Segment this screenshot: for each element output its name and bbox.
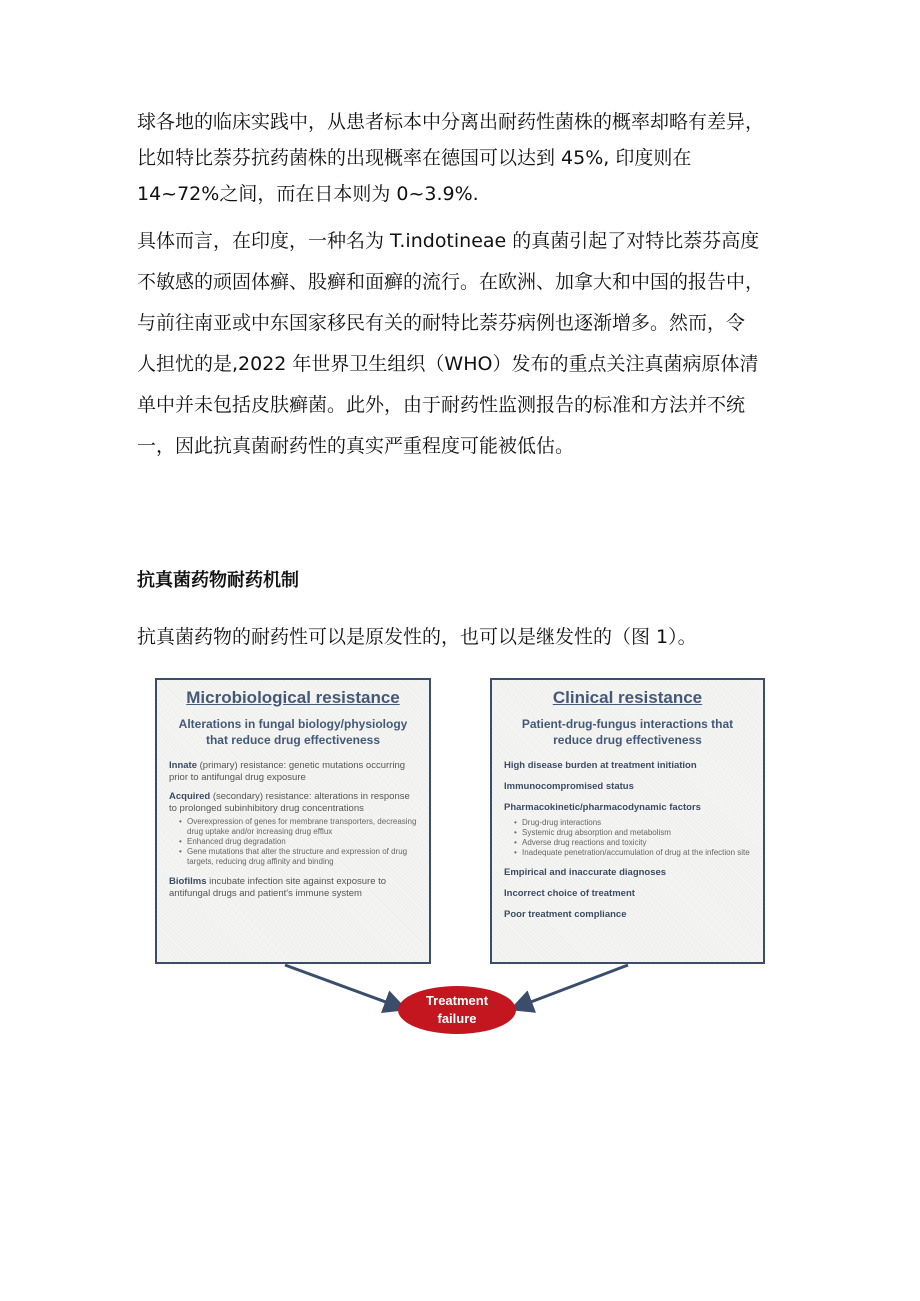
bullet-item: • Overexpression of genes for membrane transporters, decreasing drug uptake and/or increasing drug efflux xyxy=(179,817,417,837)
factor-line: Poor treatment compliance xyxy=(504,909,627,920)
box-subtitle: Alterations in fungal biology/physiology that reduce drug effectiveness xyxy=(178,717,408,747)
box-title: Microbiological resistance xyxy=(186,688,400,707)
box-subtitle: Patient-drug-fungus interactions that reduce drug effectiveness xyxy=(521,717,734,747)
item-text: (secondary) resistance: alterations in response to prolonged subinhibitory drug concentrations xyxy=(169,791,410,814)
text-line: 与前往南亚或中东国家移民有关的耐特比萘芬病例也逐渐增多。然而，令 xyxy=(137,312,746,334)
text-line: 比如特比萘芬抗药菌株的出现概率在德国可以达到 45%, 印度则在 xyxy=(137,147,692,169)
paragraph-2 xyxy=(137,221,797,467)
section-heading: 抗真菌药物耐药机制 xyxy=(137,570,299,591)
factor-line: Immunocompromised status xyxy=(504,781,634,792)
biofilms-item xyxy=(169,876,417,900)
paragraph-1 xyxy=(137,104,797,212)
left-arrow xyxy=(285,965,402,1008)
innate-item xyxy=(169,760,417,784)
bullet-item: • Drug-drug interactions xyxy=(514,818,751,828)
box-title: Clinical resistance xyxy=(552,688,703,707)
outcome-label-line: Treatment xyxy=(425,993,489,1008)
bullet-item: • Enhanced drug degradation xyxy=(179,837,417,847)
bullet-item: • Gene mutations that alter the structure and expression of drug targets, reducing drug affinity and binding xyxy=(179,847,417,867)
text-line: 人担忧的是,2022 年世界卫生组织（WHO）发布的重点关注真菌病原体清 xyxy=(137,353,759,375)
factor-line: Incorrect choice of treatment xyxy=(504,888,635,899)
acquired-bullets xyxy=(169,817,417,867)
factor-line: High disease burden at treatment initiation xyxy=(504,760,697,771)
figure-1 xyxy=(150,674,770,1034)
item-label: Acquired xyxy=(169,791,211,802)
item-text: (primary) resistance: genetic mutations occurring prior to antifungal drug exposure xyxy=(169,760,406,783)
pk-pd-bullets xyxy=(504,818,751,858)
right-arrow xyxy=(515,965,628,1008)
treatment-failure-oval xyxy=(398,986,516,1034)
text-line: 单中并未包括皮肤癣菌。此外，由于耐药性监测报告的标准和方法并不统 xyxy=(137,394,746,416)
outcome-label-line: failure xyxy=(437,1011,477,1026)
factor-line: Empirical and inaccurate diagnoses xyxy=(504,867,667,878)
text-line: 14~72%之间，而在日本则为 0~3.9%. xyxy=(137,183,479,205)
text-line: 不敏感的顽固体癣、股癣和面癣的流行。在欧洲、加拿大和中国的报告中， xyxy=(137,271,765,293)
text-line: 具体而言，在印度，一种名为 T.indotineae 的真菌引起了对特比萘芬高度 xyxy=(137,230,760,252)
text-line: 球各地的临床实践中，从患者标本中分离出耐药性菌株的概率却略有差异， xyxy=(137,111,765,133)
clinical-resistance-box xyxy=(490,678,765,964)
text-line: 一，因此抗真菌耐药性的真实严重程度可能被低估。 xyxy=(137,435,575,457)
paragraph-3: 抗真菌药物的耐药性可以是原发性的，也可以是继发性的（图 1）。 xyxy=(137,626,697,648)
factor-line: Pharmacokinetic/pharmacodynamic factors xyxy=(504,802,701,813)
item-label: Innate xyxy=(169,760,197,771)
acquired-item xyxy=(169,791,417,815)
bullet-item: • Systemic drug absorption and metabolism xyxy=(514,828,751,838)
item-text: incubate infection site against exposure to antifungal drugs and patient's immune system xyxy=(169,876,387,899)
bullet-item: • Adverse drug reactions and toxicity xyxy=(514,838,751,848)
item-label: Biofilms xyxy=(169,876,207,887)
bullet-item: • Inadequate penetration/accumulation of drug at the infection site xyxy=(514,848,751,858)
microbiological-resistance-box xyxy=(155,678,431,964)
